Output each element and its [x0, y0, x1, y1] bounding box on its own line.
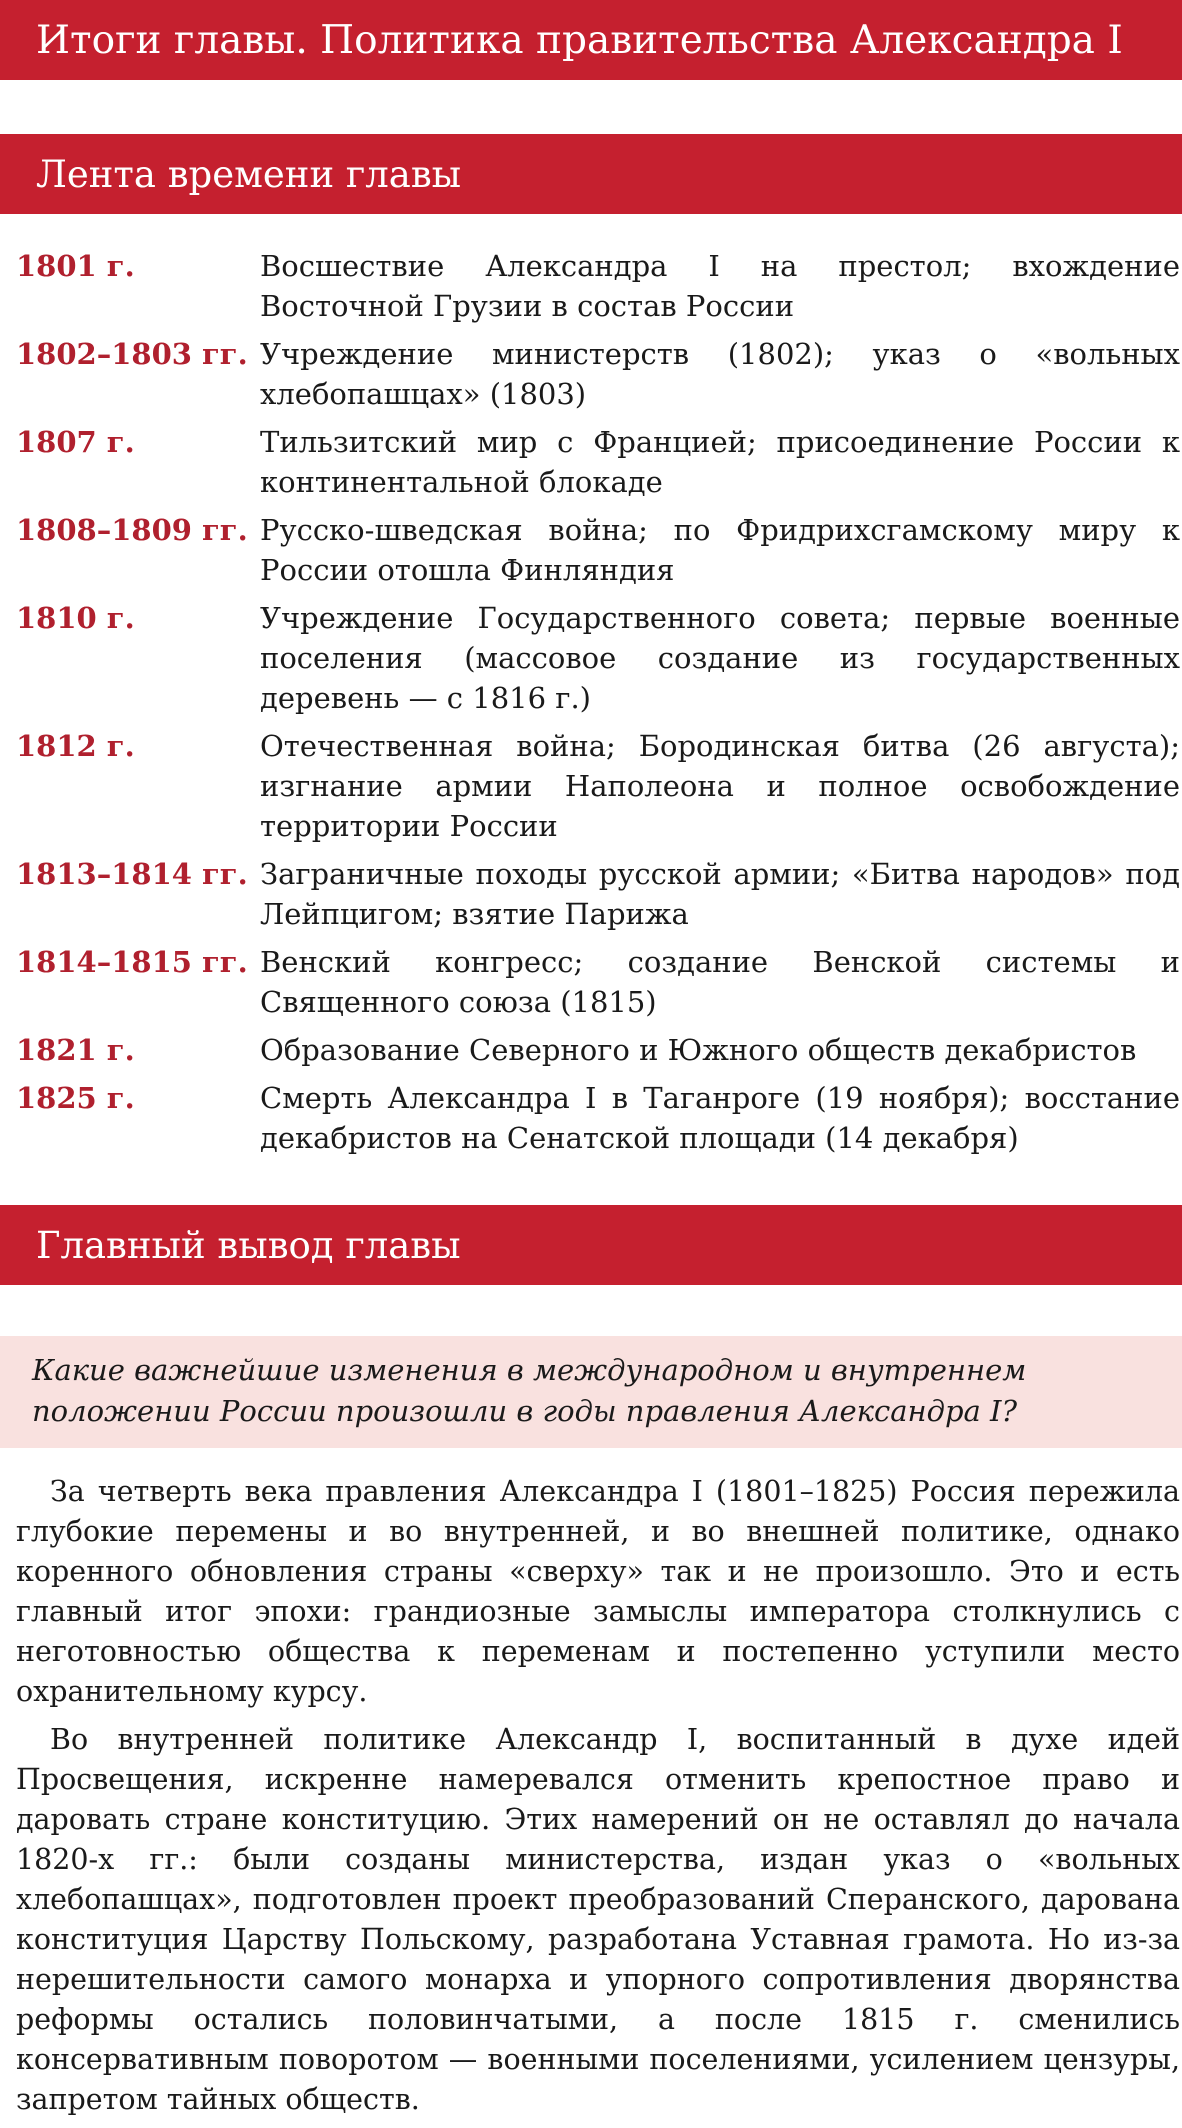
- chapter-summary-title-text: Итоги главы. Политика правительства Александра I: [36, 17, 1123, 63]
- timeline-event: Образование Северного и Южного обществ декабристов: [260, 1033, 1137, 1067]
- conclusion-heading-text: Главный вывод главы: [36, 1223, 461, 1267]
- timeline-year: 1807 г.: [16, 425, 135, 459]
- timeline-item: [0, 726, 1182, 846]
- timeline-event: Отечественная война; Бородинская битва (26 августа); изгнание армии Наполеона и полное освобождение территории России: [260, 729, 1180, 843]
- timeline-item: [0, 854, 1182, 934]
- timeline-year: 1801 г.: [16, 249, 135, 283]
- timeline-item: [0, 942, 1182, 1022]
- timeline-year: 1825 г.: [16, 1081, 135, 1115]
- timeline-year: 1813–1814 гг.: [16, 857, 248, 891]
- key-question: [0, 1336, 1182, 1448]
- conclusion-heading: [0, 1205, 1182, 1285]
- timeline-event: Заграничные походы русской армии; «Битва народов» под Лейпцигом; взятие Парижа: [260, 857, 1180, 931]
- conclusion-paragraph: За четверть века правления Александра I (1801–1825) Россия пережила глубокие перемены и во внутренней, и во внешней политике, однако коренного обновления страны «сверху» так и не произошло. Это и есть главный итог эпохи: грандиозные замыслы императора столкнулись с неготовностью общества к переменам и постепенно уступили место охранительному курсу.: [16, 1475, 1180, 1708]
- timeline-item: [0, 510, 1182, 590]
- timeline-event: Учреждение Государственного совета; первые военные поселения (массовое создание из государственных деревень — с 1816 г.): [260, 601, 1180, 715]
- timeline-item: [0, 1030, 1182, 1070]
- timeline-item: [0, 246, 1182, 326]
- timeline-item: [0, 422, 1182, 502]
- timeline-year: 1814–1815 гг.: [16, 945, 248, 979]
- timeline-event: Тильзитский мир с Францией; присоединение России к континентальной блокаде: [260, 425, 1180, 499]
- timeline-event: Учреждение министерств (1802); указ о «вольных хлебопашцах» (1803): [260, 337, 1180, 411]
- timeline-item: [0, 334, 1182, 414]
- conclusion-body: [0, 1472, 1182, 2128]
- timeline-list: [0, 246, 1182, 1166]
- timeline-year: 1802–1803 гг.: [16, 337, 248, 371]
- timeline-item: [0, 1078, 1182, 1158]
- timeline-year: 1821 г.: [16, 1033, 135, 1067]
- timeline-event: Смерть Александра I в Таганроге (19 ноября); восстание декабристов на Сенатской площади (14 декабря): [260, 1081, 1180, 1155]
- timeline-event: Восшествие Александра I на престол; вхождение Восточной Грузии в состав России: [260, 249, 1180, 323]
- timeline-year: 1810 г.: [16, 601, 135, 635]
- timeline-year: 1812 г.: [16, 729, 135, 763]
- timeline-heading-text: Лента времени главы: [36, 152, 462, 196]
- timeline-year: 1808–1809 гг.: [16, 513, 248, 547]
- chapter-summary-title: [0, 0, 1182, 80]
- timeline-heading: [0, 134, 1182, 214]
- key-question-text: Какие важнейшие изменения в международном и внутреннем положении России произошли в годы правления Александра I?: [32, 1353, 1027, 1428]
- timeline-event: Венский конгресс; создание Венской системы и Священного союза (1815): [260, 945, 1180, 1019]
- conclusion-paragraph: Во внутренней политике Александр I, воспитанный в духе идей Просвещения, искренне намеревался отменить крепостное право и даровать стране конституцию. Этих намерений он не оставлял до начала 1820-х гг.: были созданы министерства, издан указ о «вольных хлебопашцах», подготовлен проект преобразований Сперанского, дарована конституция Царству Польскому, разработана Уставная грамота. Но из-за нерешительности самого монарха и упорного сопротивления дворянства реформы остались половинчатыми, а после 1815 г. сменились консервативным поворотом — военными поселениями, усилением цензуры, запретом тайных обществ.: [16, 1723, 1180, 2116]
- timeline-event: Русско-шведская война; по Фридрихсгамскому миру к России отошла Финляндия: [260, 513, 1180, 587]
- timeline-item: [0, 598, 1182, 718]
